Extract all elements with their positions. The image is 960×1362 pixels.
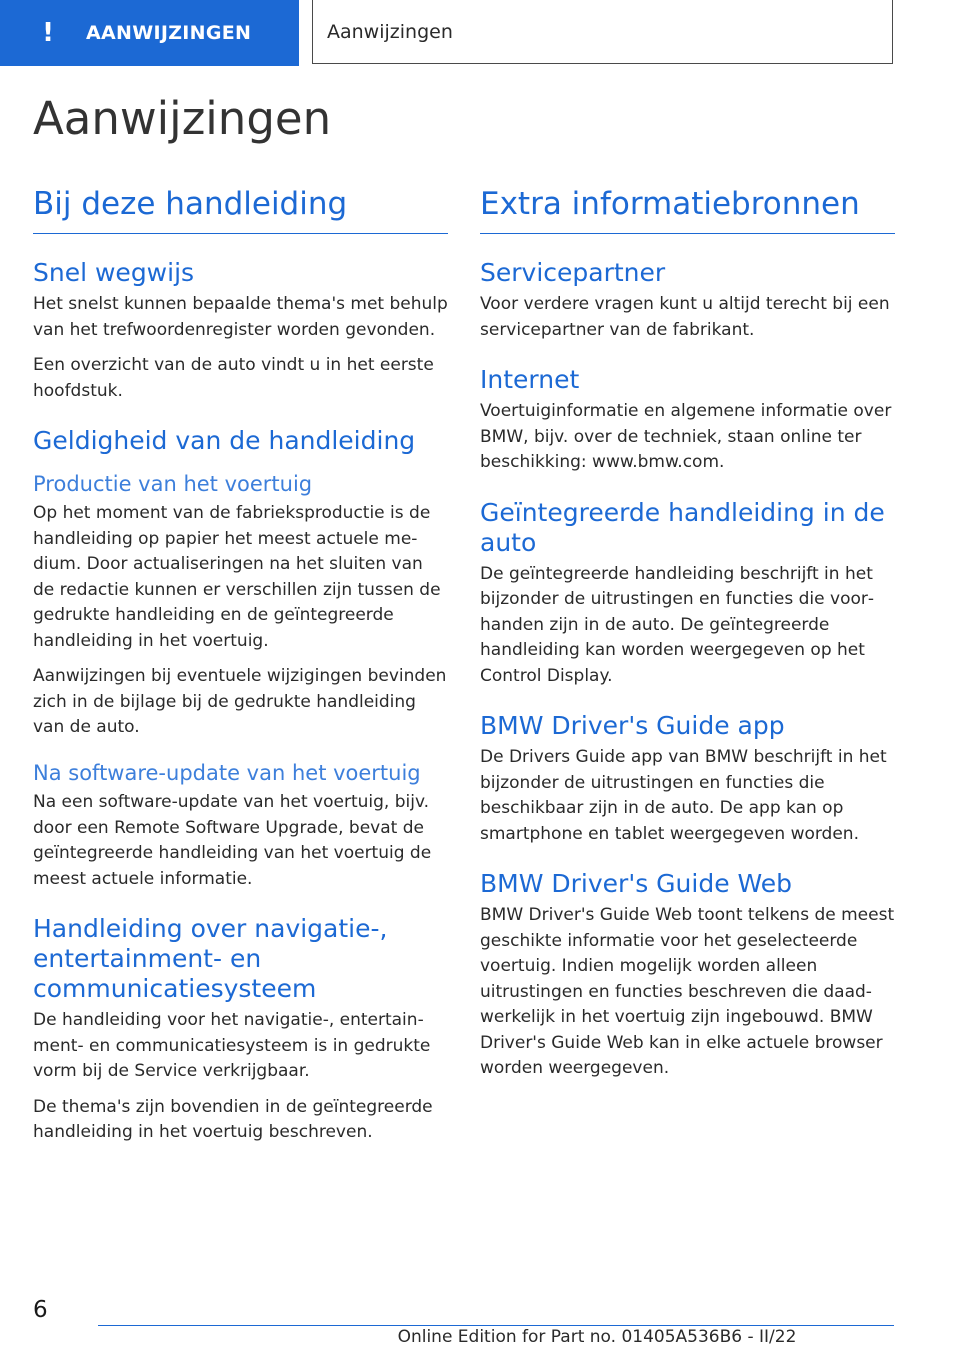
paragraph: BMW Driver's Guide Web toont telkens de meest geschikte informatie voor het geselecteerde voertuig. Indien mogelijk worden alleen uitrustingen en functies beschreven die daadwerkelijk in het voertuig zijn ingebouwd. BMW Driver's Guide Web kan in elke actuele browser worden weergegeven. [480,905,895,1079]
right-column [480,186,895,1092]
paragraph: Na een software-update van het voertuig, bijv. door een Remote Software Upgrade, bevat de geïntegreerde handleiding van het voertuig de meest actuele informatie. [33,792,432,889]
left-column [33,186,448,1156]
paragraph: De handleiding voor het navigatie-, entertainment- en communicatiesysteem is in gedrukte vorm bij de Service verkrijgbaar. [33,1010,431,1082]
subheading-geldigheid: Geldigheid van de handleiding [33,426,416,456]
paragraph: Voor verdere vragen kunt u altijd terecht bij een servicepartner van de fabrikant. [480,294,890,340]
section-heading-handleiding: Bij deze handleiding [33,186,448,234]
subheading-servicepartner: Servicepartner [480,258,666,288]
paragraph: Aanwijzingen bij eventuele wijzigingen bevinden zich in de bijlage bij de gedrukte handleiding van de auto. [33,666,447,738]
section-heading-informatiebronnen: Extra informatiebronnen [480,186,895,234]
subsubheading-software-update: Na software-update van het voertuig [33,760,421,785]
subsubheading-productie: Productie van het voertuig [33,472,313,497]
page-number: 6 [33,1297,48,1323]
subheading-drivers-guide-app: BMW Driver's Guide app [480,711,785,741]
paragraph: Voertuiginformatie en algemene informatie over BMW, bijv. over de techniek, staan online ter beschikking: www.bmw.com. [480,401,892,473]
paragraph: Op het moment van de fabrieksproductie is de handleiding op papier het meest actuele medium. Door actualiseringen na het sluiten van de redactie kunnen er verschillen zijn tussen de gedrukte handleiding en de geïntegreerde handleiding in het voertuig. [33,503,441,651]
breadcrumb-label: Aanwijzingen [327,20,453,43]
chapter-tab [0,0,299,66]
subheading-internet: Internet [480,365,580,395]
warning-exclamation-icon: ! [42,18,54,48]
page-title: Aanwijzingen [33,92,332,145]
subheading-navigatie: Handleiding over navigatie-, entertainment- en communicatiesysteem [33,914,388,1004]
footer-divider [98,1325,894,1326]
paragraph: De Drivers Guide app van BMW beschrijft in het bijzonder de uitrustingen en functies die beschikbaar zijn in de auto. De app kan op smartphone en tablet weergegeven worden. [480,747,887,844]
subheading-drivers-guide-web: BMW Driver's Guide Web [480,869,793,899]
paragraph: Het snelst kunnen bepaalde thema's met behulp van het trefwoordenregister worden gevonden. [33,294,448,340]
paragraph: Een overzicht van de auto vindt u in het eerste hoofdstuk. [33,355,434,401]
paragraph: De geïntegreerde handleiding beschrijft in het bijzonder de uitrustingen en functies die voorhanden zijn in de auto. De geïntegreerde handleiding kan worden weergegeven op het Control Display. [480,563,875,686]
chapter-tab-label: AANWIJZINGEN [86,22,252,44]
paragraph: De thema's zijn bovendien in de geïntegreerde handleiding in het voertuig beschreven. [33,1096,433,1143]
subheading-geintegreerde-handleiding: Geïntegreerde handleiding in de auto [480,497,885,557]
breadcrumb [312,0,893,64]
footer-edition: Online Edition for Part no. 01405A536B6 - II/22 [397,1327,797,1347]
subheading-snel-wegwijs: Snel wegwijs [33,258,195,288]
